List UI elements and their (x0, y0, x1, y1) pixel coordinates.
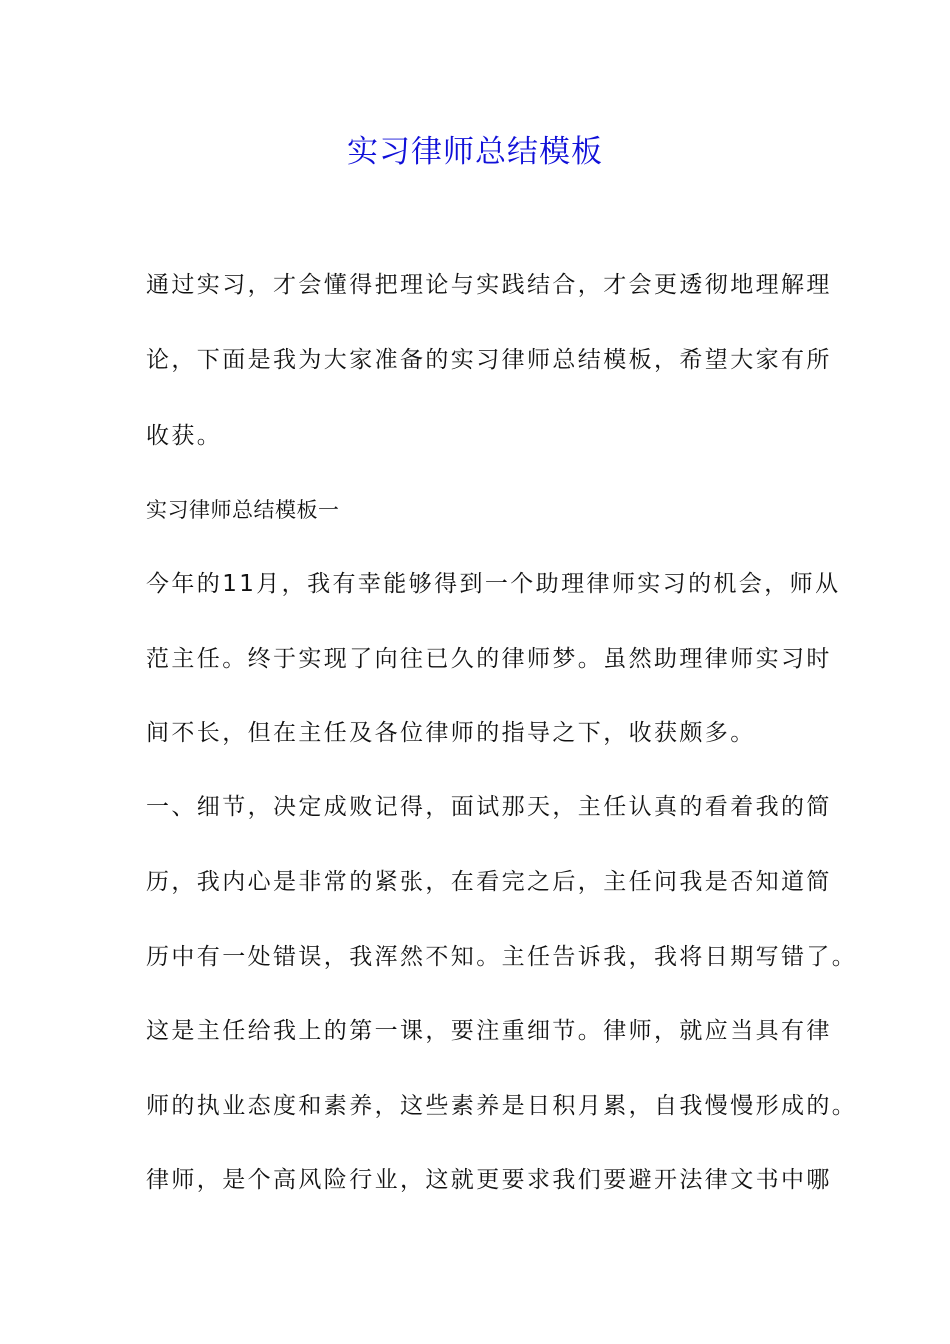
body-text-line: 通过实习，才会懂得把理论与实践结合，才会更透彻地理解理 (146, 272, 832, 298)
body-text-line: 今年的11月，我有幸能够得到一个助理律师实习的机会，师从 (146, 571, 841, 597)
body-text-line: 范主任。终于实现了向往已久的律师梦。虽然助理律师实习时 (146, 646, 832, 672)
body-text-line: 历，我内心是非常的紧张，在看完之后，主任问我是否知道简 (146, 869, 832, 895)
document-title: 实习律师总结模板 (347, 134, 603, 170)
body-text-line: 这是主任给我上的第一课，要注重细节。律师，就应当具有律 (146, 1018, 832, 1044)
body-text-line: 律师，是个高风险行业，这就更要求我们要避开法律文书中哪 (146, 1167, 832, 1193)
body-text-line: 师的执业态度和素养，这些素养是日积月累，自我慢慢形成的。 (146, 1093, 858, 1119)
body-text-line: 一、细节，决定成败记得，面试那天，主任认真的看着我的简 (146, 794, 832, 820)
body-text-line: 间不长，但在主任及各位律师的指导之下，收获颇多。 (146, 720, 756, 746)
body-text-line: 论，下面是我为大家准备的实习律师总结模板，希望大家有所 (146, 347, 832, 373)
body-text-line: 历中有一处错误，我浑然不知。主任告诉我，我将日期写错了。 (146, 944, 858, 970)
body-text-line: 收获。 (146, 423, 223, 449)
section-heading: 实习律师总结模板一 (146, 498, 340, 522)
